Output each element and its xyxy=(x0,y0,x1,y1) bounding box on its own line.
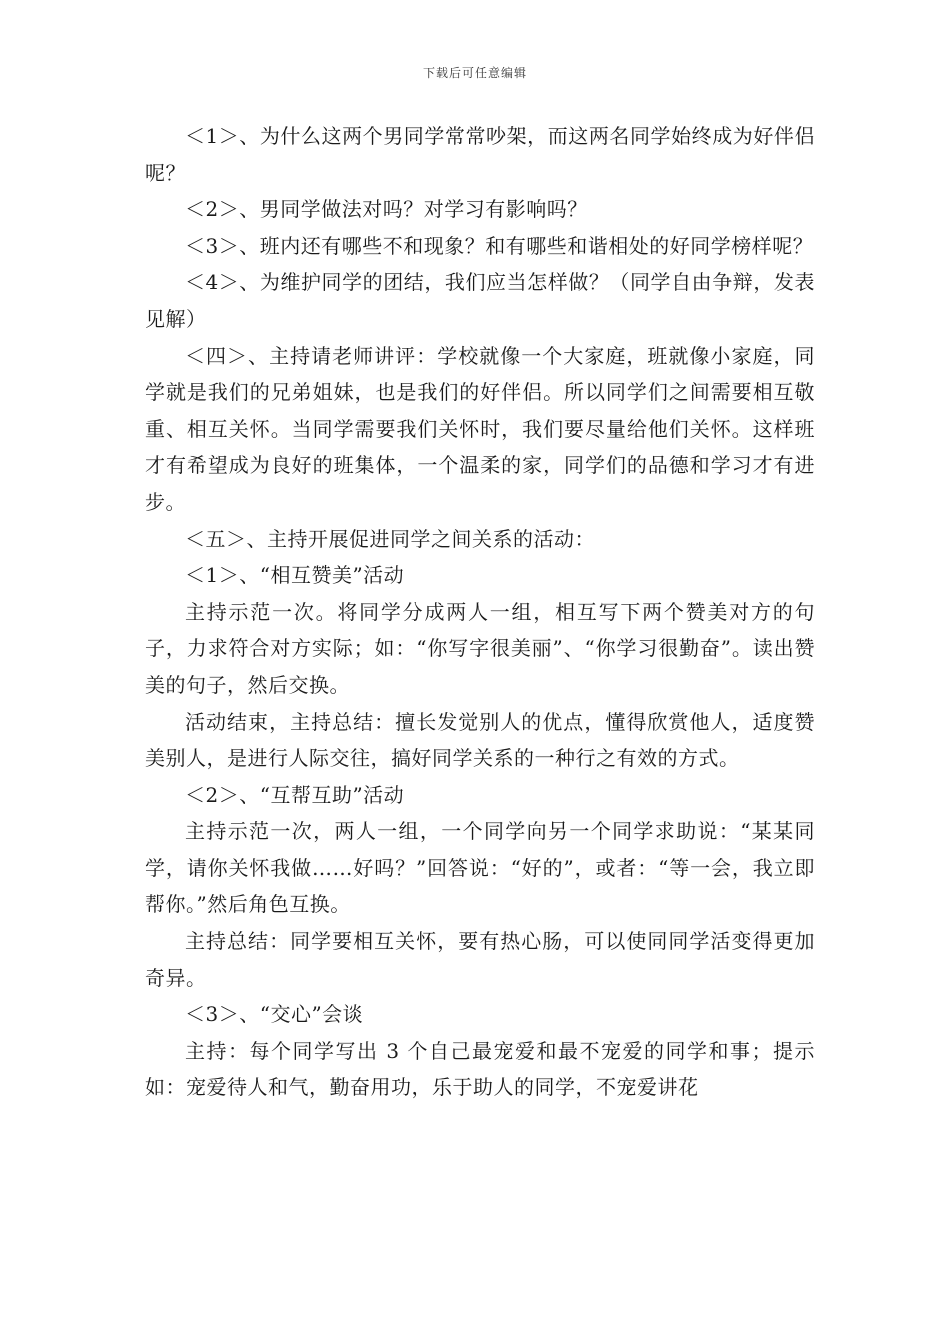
paragraph: ＜2＞、男同学做法对吗？对学习有影响吗？ xyxy=(185,197,588,222)
paragraph: ＜3＞、“交心”会谈 xyxy=(185,1002,364,1027)
paragraph: ＜3＞、班内还有哪些不和现象？和有哪些和谐相处的好同学榜样呢？ xyxy=(185,233,814,258)
document-body xyxy=(145,118,815,1106)
paragraph: 主持总结：同学要相互关怀，要有热心肠，可以使同同学活变得更加奇异。 xyxy=(145,929,815,990)
paragraph: 主持示范一次。将同学分成两人一组，相互写下两个赞美对方的句子，力求符合对方实际；如：“你写字很美丽”、“你学习很勤奋”。读出赞美的句子，然后交换。 xyxy=(145,599,815,697)
paragraph: ＜1＞、为什么这两个男同学常常吵架，而这两名同学始终成为好伴侣呢？ xyxy=(145,124,815,185)
paragraph: ＜四＞、主持请老师讲评：学校就像一个大家庭，班就像小家庭，同学就是我们的兄弟姐妹，也是我们的好伴侣。所以同学们之间需要相互敬重、相互关怀。当同学需要我们关怀时，我们要尽量给他们关怀。这样班才有希望成为良好的班集体，一个温柔的家，同学们的品德和学习才有进步。 xyxy=(145,343,815,514)
header-note: 下载后可任意编辑 xyxy=(422,66,527,80)
paragraph: ＜4＞、为维护同学的团结，我们应当怎样做？（同学自由争辩，发表见解） xyxy=(145,270,815,331)
paragraph: 活动结束，主持总结：擅长发觉别人的优点，懂得欣赏他人，适度赞美别人，是进行人际交往，搞好同学关系的一种行之有效的方式。 xyxy=(145,709,815,771)
paragraph: 主持示范一次，两人一组，一个同学向另一个同学求助说：“某某同学，请你关怀我做……好吗？”回答说：“好的”，或者：“等一会，我立即帮你。”然后角色互换。 xyxy=(145,819,815,917)
paragraph: ＜2＞、“互帮互助”活动 xyxy=(185,782,405,807)
paragraph: 主持：每个同学写出 3 个自己最宠爱和最不宠爱的同学和事；提示如：宠爱待人和气，勤奋用功，乐于助人的同学，不宠爱讲花 xyxy=(145,1038,815,1100)
paragraph: ＜1＞、“相互赞美”活动 xyxy=(185,563,405,588)
paragraph: ＜五＞、主持开展促进同学之间关系的活动： xyxy=(185,526,595,551)
